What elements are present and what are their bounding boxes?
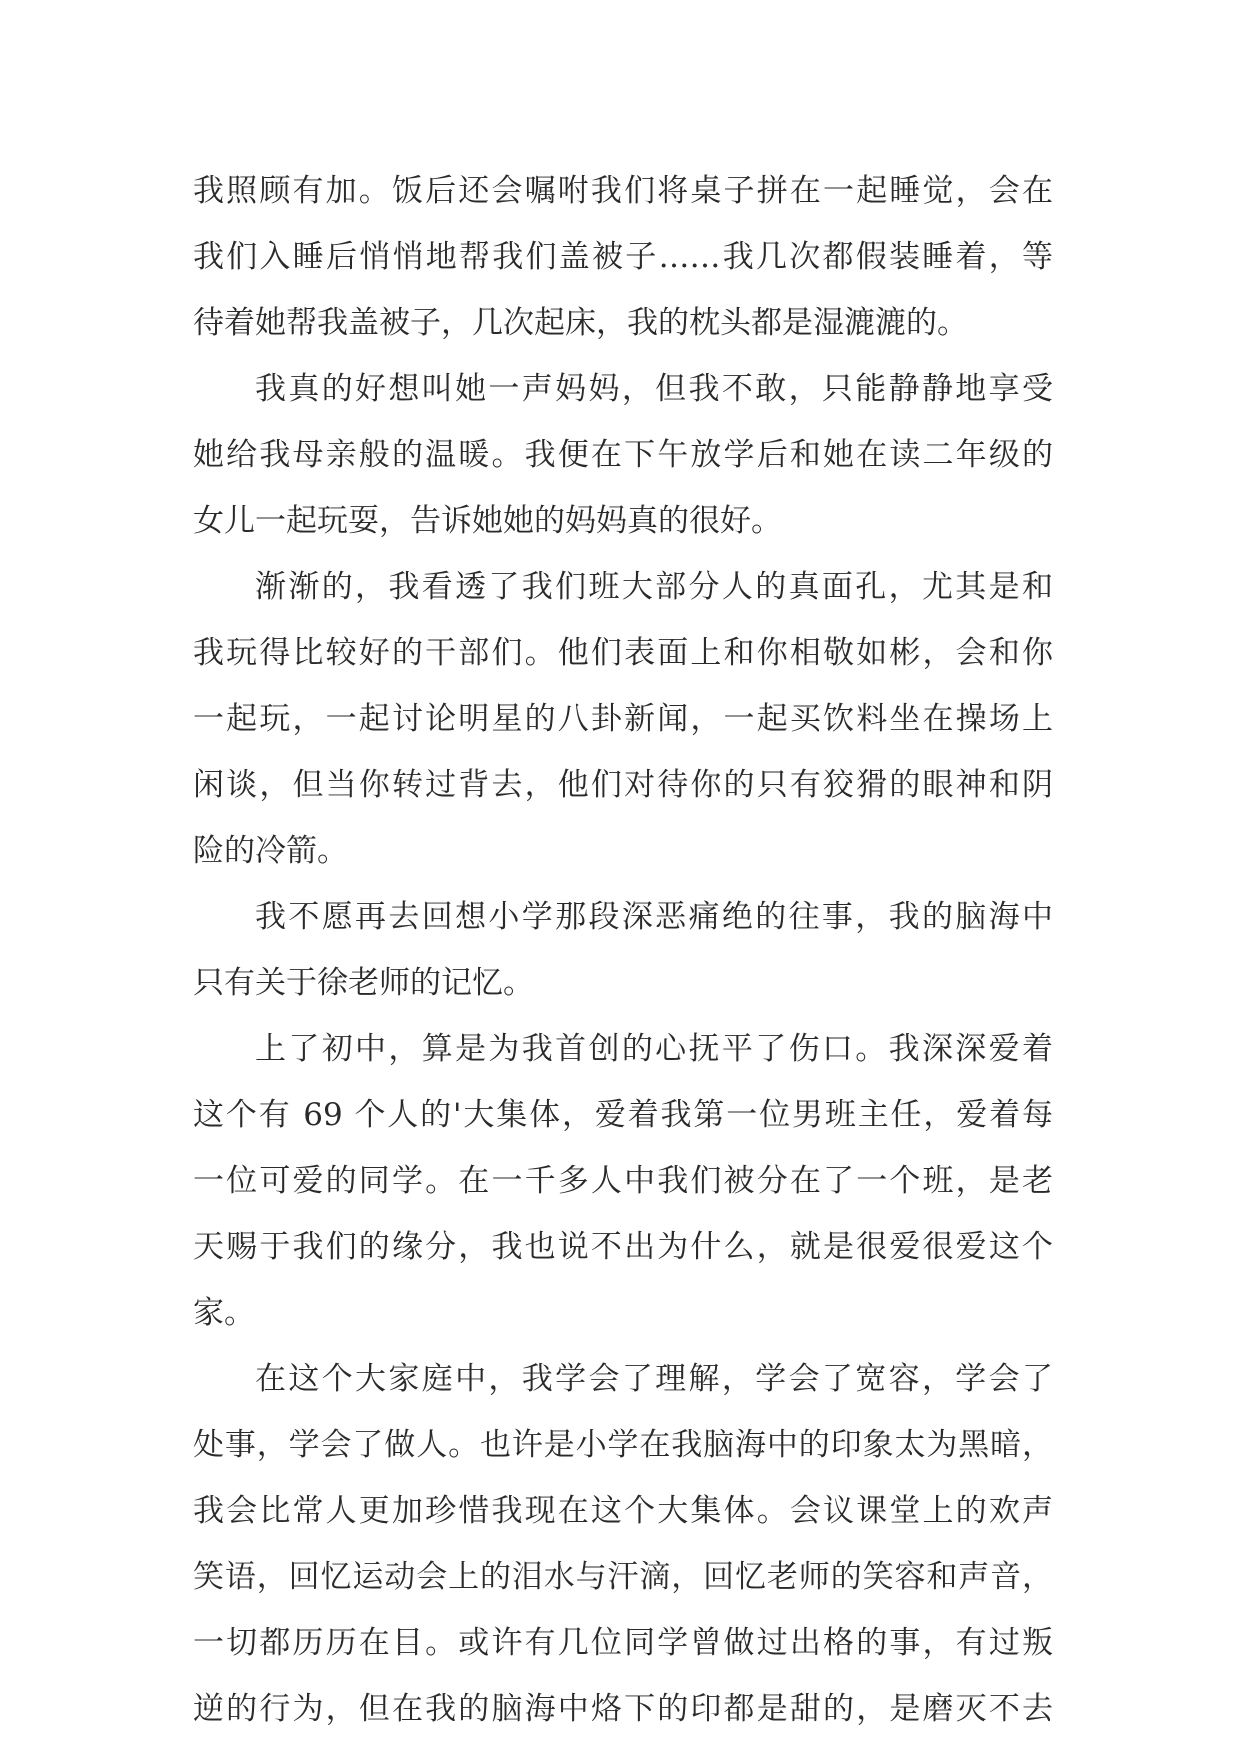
paragraph-1-line-3: 待着她帮我盖被子，几次起床，我的枕头都是湿漉漉的。 (193, 305, 968, 341)
paragraph-1-line-2: 我们入睡后悄悄地帮我们盖被子……我几次都假装睡着，等 (193, 239, 1053, 275)
paragraph-6-line-2: 处事，学会了做人。也许是小学在我脑海中的印象太为黑暗， (193, 1427, 1053, 1463)
paragraph-3-line-2: 我玩得比较好的干部们。他们表面上和你相敬如彬，会和你 (193, 635, 1053, 671)
paragraph-6-line-4: 笑语，回忆运动会上的泪水与汗滴，回忆老师的笑容和声音， (193, 1559, 1053, 1595)
paragraph-5-line-1: 上了初中，算是为我首创的心抚平了伤口。我深深爱着 (255, 1031, 1053, 1067)
paragraph-5-line-2: 这个有 69 个人的'大集体，爱着我第一位男班主任，爱着每 (193, 1097, 1053, 1133)
paragraph-2-line-3: 女儿一起玩耍，告诉她她的妈妈真的很好。 (193, 503, 782, 539)
paragraph-3-line-5: 险的冷箭。 (193, 833, 348, 869)
paragraph-5-line-4: 天赐于我们的缘分，我也说不出为什么，就是很爱很爱这个 (193, 1229, 1053, 1265)
paragraph-3-line-1: 渐渐的，我看透了我们班大部分人的真面孔，尤其是和 (255, 569, 1053, 605)
paragraph-3-line-3: 一起玩，一起讨论明星的八卦新闻，一起买饮料坐在操场上 (193, 701, 1053, 737)
document-body (193, 158, 1053, 1742)
paragraph-2-line-2: 她给我母亲般的温暖。我便在下午放学后和她在读二年级的 (193, 437, 1053, 473)
paragraph-1-line-1: 我照顾有加。饭后还会嘱咐我们将桌子拼在一起睡觉，会在 (193, 173, 1053, 209)
paragraph-6-line-1: 在这个大家庭中，我学会了理解，学会了宽容，学会了 (255, 1361, 1053, 1397)
paragraph-3-line-4: 闲谈，但当你转过背去，他们对待你的只有狡猾的眼神和阴 (193, 767, 1053, 803)
paragraph-6-line-3: 我会比常人更加珍惜我现在这个大集体。会议课堂上的欢声 (193, 1493, 1053, 1529)
paragraph-5-line-3: 一位可爱的同学。在一千多人中我们被分在了一个班，是老 (193, 1163, 1053, 1199)
paragraph-2-line-1: 我真的好想叫她一声妈妈，但我不敢，只能静静地享受 (255, 371, 1053, 407)
paragraph-5-line-5: 家。 (193, 1295, 255, 1331)
paragraph-6-line-6: 逆的行为，但在我的脑海中烙下的印都是甜的，是磨灭不去 (193, 1691, 1053, 1727)
paragraph-4-line-1: 我不愿再去回想小学那段深恶痛绝的往事，我的脑海中 (255, 899, 1053, 935)
paragraph-4-line-2: 只有关于徐老师的记忆。 (193, 965, 534, 1001)
paragraph-6-line-5: 一切都历历在目。或许有几位同学曾做过出格的事，有过叛 (193, 1625, 1053, 1661)
